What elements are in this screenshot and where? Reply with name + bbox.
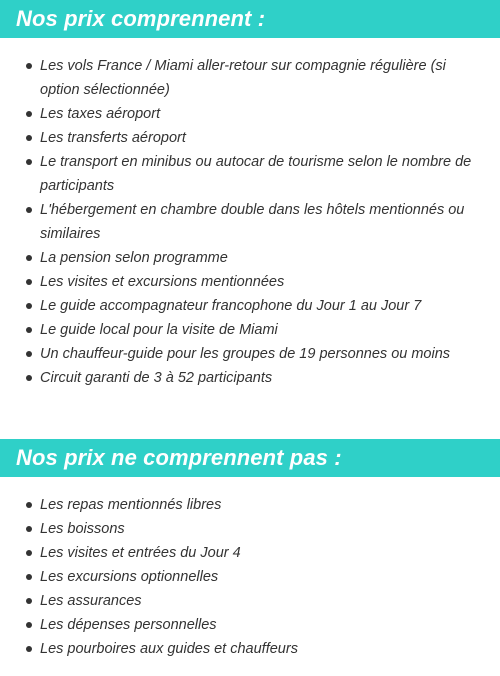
bullet-icon	[26, 502, 32, 508]
list-item-text: Les visites et excursions mentionnées	[40, 274, 285, 290]
bullet-icon	[26, 375, 32, 381]
list-item-text: Le transport en minibus ou autocar de tourisme selon le nombre de participants	[40, 154, 472, 194]
excluded-section-title: Nos prix ne comprennent pas :	[16, 445, 342, 470]
list-item-text: L'hébergement en chambre double dans les hôtels mentionnés ou similaires	[40, 202, 465, 242]
list-item	[0, 637, 500, 661]
list-item-text: Les dépenses personnelles	[40, 617, 217, 633]
list-item-text: Les assurances	[40, 593, 142, 609]
list-item	[0, 589, 500, 613]
bullet-icon	[26, 135, 32, 141]
bullet-icon	[26, 646, 32, 652]
list-item	[0, 613, 500, 637]
list-item-text: Le guide local pour la visite de Miami	[40, 322, 278, 338]
bullet-icon	[26, 526, 32, 532]
list-item-text: Un chauffeur-guide pour les groupes de 19 personnes ou moins	[40, 346, 451, 362]
bullet-icon	[26, 255, 32, 261]
bullet-icon	[26, 159, 32, 165]
list-item	[0, 342, 500, 366]
list-item-text: La pension selon programme	[40, 250, 228, 266]
list-item	[0, 541, 500, 565]
list-item	[0, 294, 500, 318]
bullet-icon	[26, 598, 32, 604]
excluded-section-header	[0, 439, 500, 477]
bullet-icon	[26, 574, 32, 580]
list-item	[0, 318, 500, 342]
list-item	[0, 198, 500, 246]
bullet-icon	[26, 351, 32, 357]
list-item	[0, 565, 500, 589]
list-item	[0, 493, 500, 517]
list-item	[0, 126, 500, 150]
list-item-text: Les vols France / Miami aller-retour sur compagnie régulière (si option sélectionnée)	[40, 58, 446, 98]
bullet-icon	[26, 207, 32, 213]
list-item-text: Les boissons	[40, 521, 125, 537]
bullet-icon	[26, 622, 32, 628]
bullet-icon	[26, 327, 32, 333]
list-item-text: Circuit garanti de 3 à 52 participants	[40, 370, 273, 386]
list-item-text: Les excursions optionnelles	[40, 569, 219, 585]
bullet-icon	[26, 303, 32, 309]
list-item-text: Les repas mentionnés libres	[40, 497, 222, 513]
bullet-icon	[26, 279, 32, 285]
list-item-text: Le guide accompagnateur francophone du Jour 1 au Jour 7	[40, 298, 422, 314]
list-item	[0, 270, 500, 294]
included-section-header	[0, 0, 500, 38]
list-item-text: Les pourboires aux guides et chauffeurs	[40, 641, 298, 657]
list-item	[0, 54, 500, 102]
list-item	[0, 246, 500, 270]
list-item-text: Les transferts aéroport	[40, 130, 186, 146]
bullet-icon	[26, 63, 32, 69]
list-item	[0, 102, 500, 126]
list-item-text: Les visites et entrées du Jour 4	[40, 545, 241, 561]
list-item-text: Les taxes aéroport	[40, 106, 161, 122]
bullet-icon	[26, 111, 32, 117]
list-item	[0, 517, 500, 541]
included-section-title: Nos prix comprennent :	[16, 6, 266, 31]
included-list	[0, 54, 500, 390]
list-item	[0, 366, 500, 390]
excluded-list	[0, 493, 500, 661]
list-item	[0, 150, 500, 198]
bullet-icon	[26, 550, 32, 556]
